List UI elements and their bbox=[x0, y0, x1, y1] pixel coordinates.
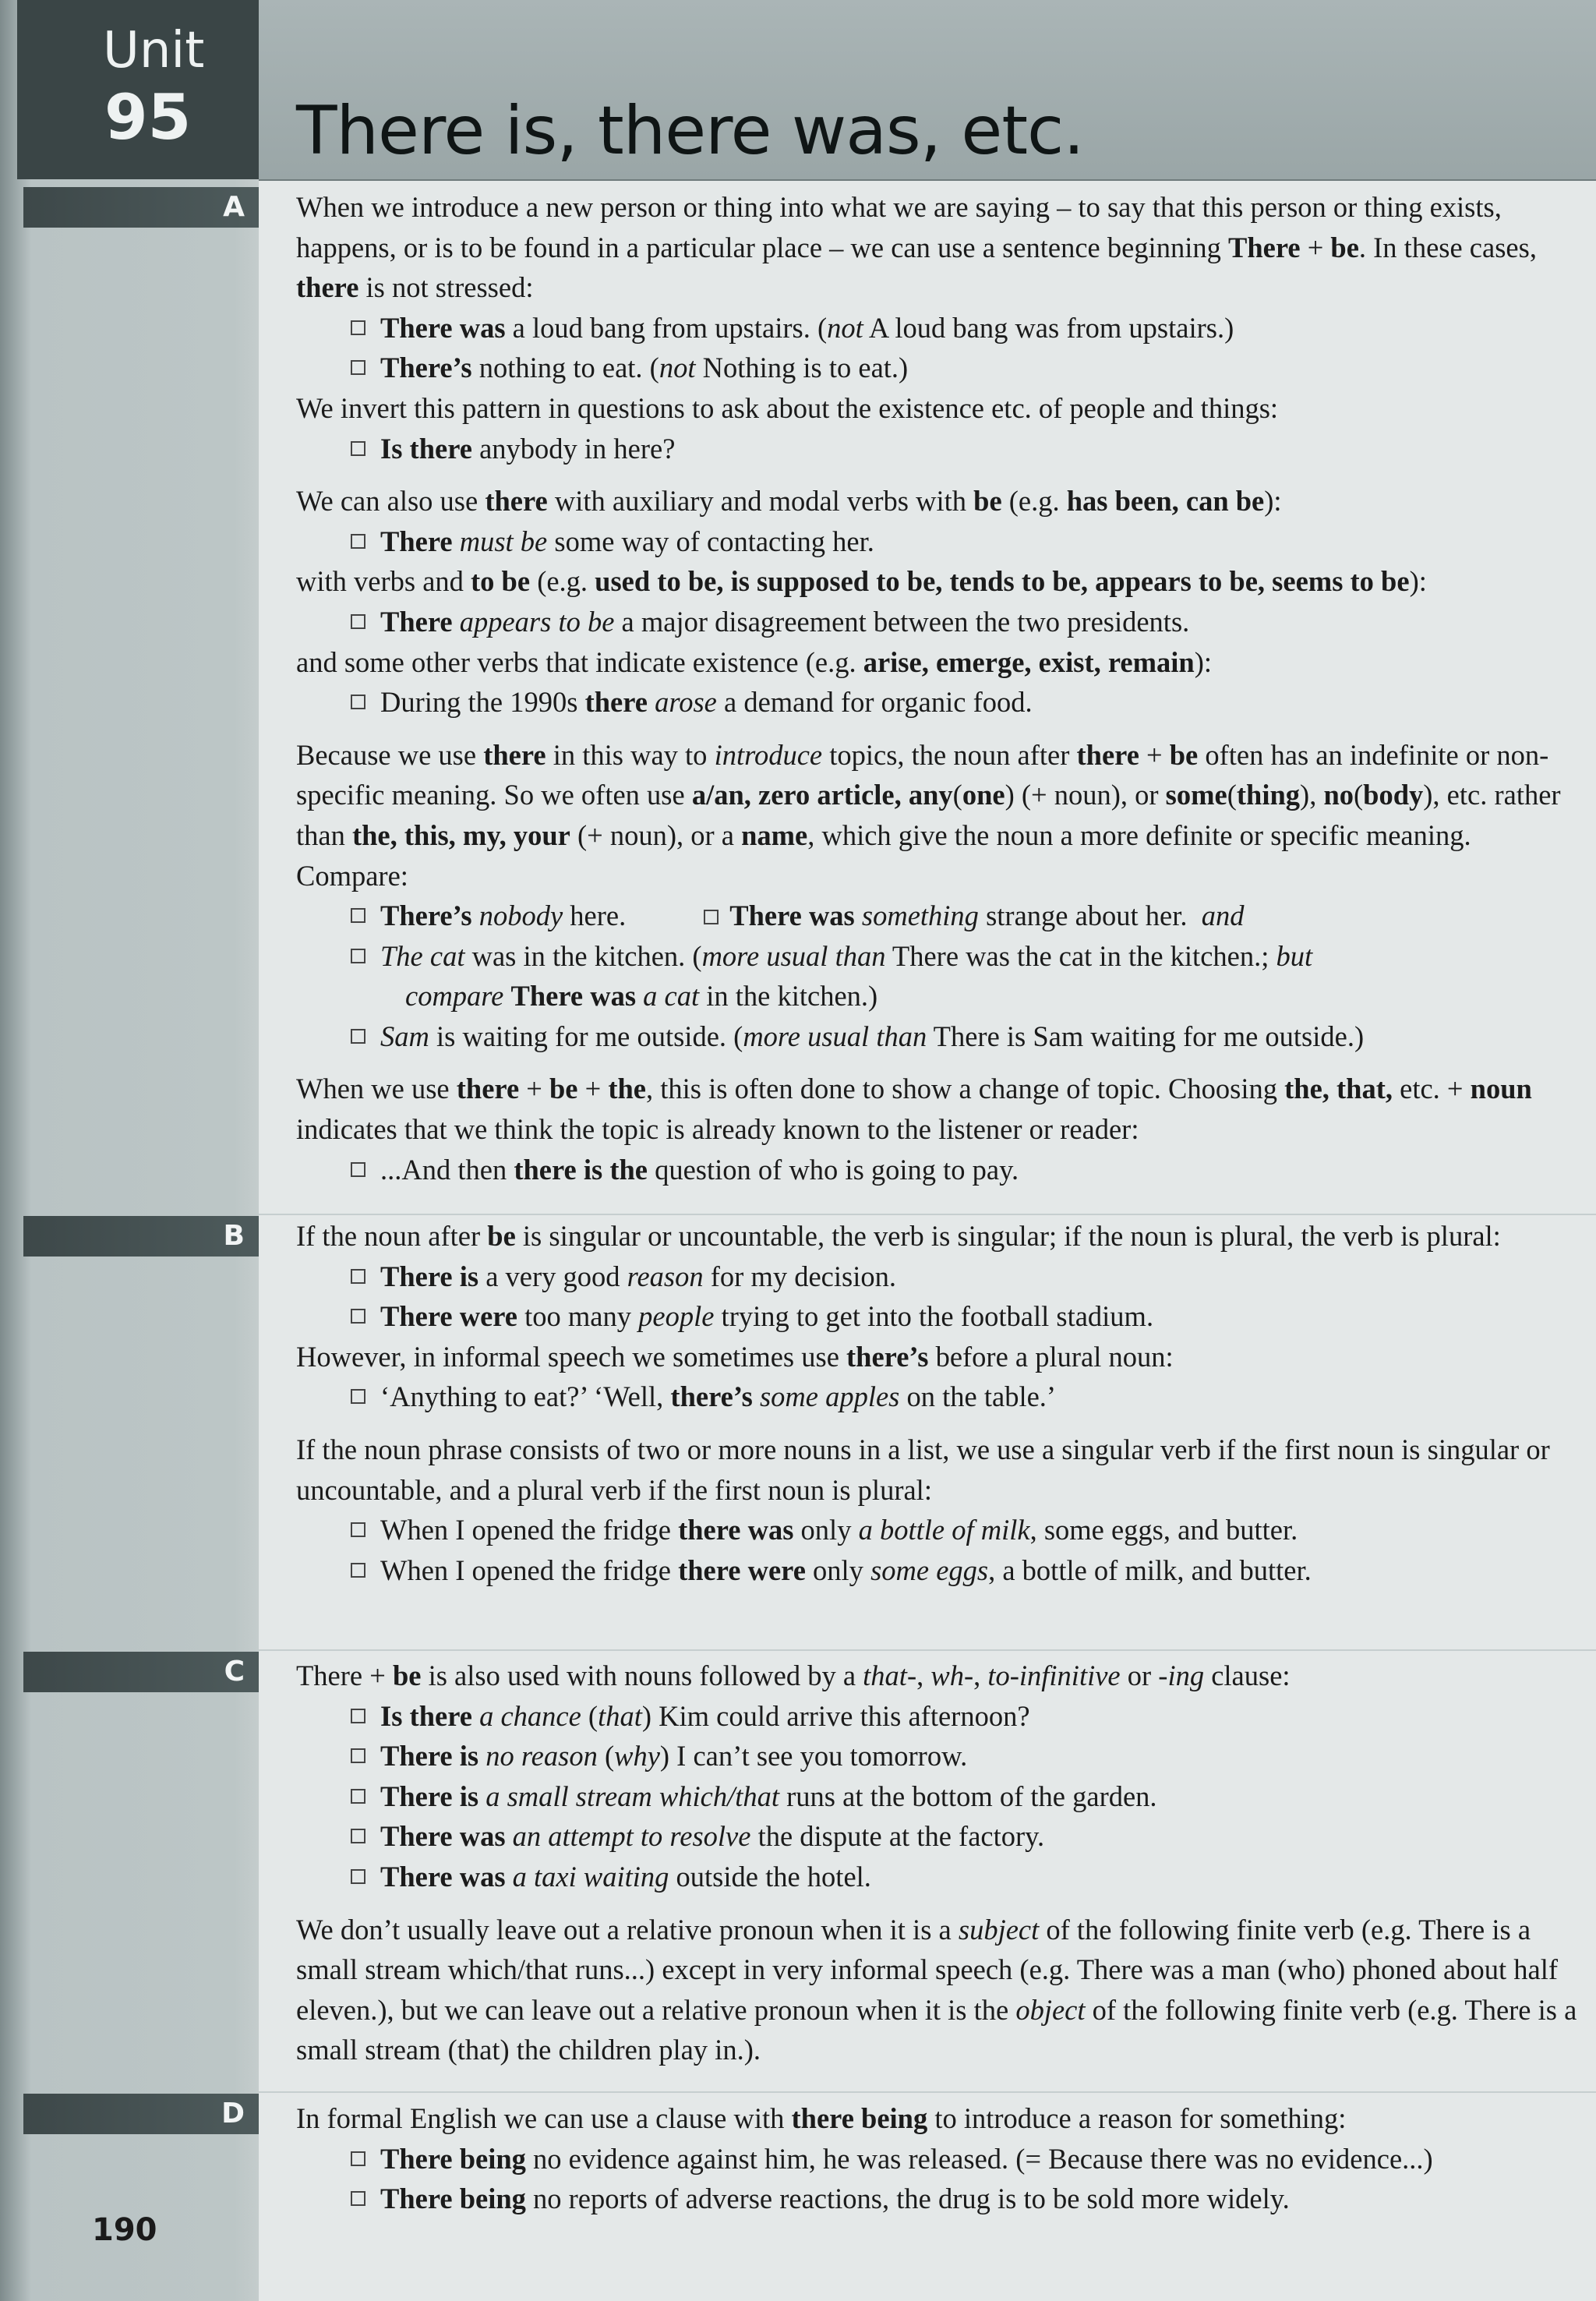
example: There is no reason (why) I can’t see you tomorrow. bbox=[296, 1736, 1578, 1776]
example: There must be some way of contacting her. bbox=[296, 521, 1578, 562]
paragraph: There + be is also used with nouns followed by a that-, wh-, to-infinitive or -ing clause: bbox=[296, 1659, 1291, 1691]
section-b-rule bbox=[259, 1214, 1596, 1215]
paragraph: with verbs and to be (e.g. used to be, is supposed to be, tends to be, appears to be, seems to be): bbox=[296, 565, 1427, 598]
page-title: There is, there was, etc. bbox=[296, 92, 1084, 170]
example: Is there anybody in here? bbox=[296, 429, 1578, 469]
example: There appears to be a major disagreement between the two presidents. bbox=[296, 602, 1578, 642]
section-c-label: C bbox=[23, 1652, 259, 1692]
example: There is a very good reason for my decision. bbox=[296, 1257, 1578, 1297]
example: Is there a chance (that) Kim could arrive this afternoon? bbox=[296, 1696, 1578, 1737]
example: The cat was in the kitchen. (more usual than There was the cat in the kitchen.; but bbox=[296, 936, 1578, 977]
example-continued: compare There was a cat in the kitchen.) bbox=[405, 980, 878, 1013]
paragraph: If the noun phrase consists of two or more nouns in a list, we use a singular verb if the first noun is singular or uncountable, and a plural verb if the first noun is plural: bbox=[296, 1433, 1550, 1506]
left-sidebar bbox=[0, 0, 259, 2301]
paragraph: In formal English we can use a clause with there being to introduce a reason for something: bbox=[296, 2102, 1347, 2134]
section-d-label: D bbox=[23, 2094, 259, 2134]
paragraph: When we use there + be + the, this is often done to show a change of topic. Choosing the, that, etc. + noun indicates that we think the topic is already known to the listener or reader: bbox=[296, 1073, 1532, 1146]
page-number: 190 bbox=[92, 2212, 157, 2248]
unit-box bbox=[17, 0, 259, 179]
example: Sam is waiting for me outside. (more usual than There is Sam waiting for me outside.) bbox=[296, 1016, 1578, 1057]
paragraph: However, in informal speech we sometimes use there’s before a plural noun: bbox=[296, 1340, 1174, 1373]
example: ...And then there is the question of who is going to pay. bbox=[296, 1150, 1578, 1190]
unit-label: Unit bbox=[103, 22, 205, 80]
paragraph: We don’t usually leave out a relative pronoun when it is a subject of the following finite verb (e.g. There is a small stream which/that runs...) except in very informal speech (e.g. There was a man (who) phoned about half eleven.), but we can leave out a relative pronoun when it is the object of the following finite verb (e.g. There is a small stream (that) the children play in.). bbox=[296, 1913, 1577, 2066]
section-a-content bbox=[296, 187, 1578, 1189]
example: There was a taxi waiting outside the hotel. bbox=[296, 1857, 1578, 1897]
paragraph: and some other verbs that indicate existence (e.g. arise, emerge, exist, remain): bbox=[296, 645, 1212, 678]
section-d-content bbox=[296, 2098, 1578, 2219]
example: There’s nothing to eat. (not Nothing is to eat.) bbox=[296, 348, 1578, 388]
paragraph: We invert this pattern in questions to ask about the existence etc. of people and things: bbox=[296, 391, 1279, 424]
example: During the 1990s there arose a demand for organic food. bbox=[296, 682, 1578, 723]
example: There was a loud bang from upstairs. (not A loud bang was from upstairs.) bbox=[296, 308, 1578, 348]
paragraph: When we introduce a new person or thing into what we are saying – to say that this person or thing exists, happens, or is to be found in a particular place – we can use a sentence beginning There + be. In these cases, there is not stressed: bbox=[296, 191, 1537, 304]
section-d-rule bbox=[259, 2091, 1596, 2093]
example: There being no evidence against him, he was released. (= Because there was no evidence...) bbox=[296, 2139, 1578, 2179]
section-b-label: B bbox=[23, 1216, 259, 1257]
section-a-label: A bbox=[23, 187, 259, 228]
paragraph: We can also use there with auxiliary and modal verbs with be (e.g. has been, can be): bbox=[296, 485, 1282, 518]
paragraph: If the noun after be is singular or uncountable, the verb is singular; if the noun is plural, the verb is plural: bbox=[296, 1220, 1501, 1252]
example: There is a small stream which/that runs at the bottom of the garden. bbox=[296, 1776, 1578, 1817]
checkbox-square-icon bbox=[704, 910, 719, 924]
example: There being no reports of adverse reactions, the drug is to be sold more widely. bbox=[296, 2179, 1578, 2219]
example: There was an attempt to resolve the dispute at the factory. bbox=[296, 1816, 1578, 1857]
section-c-content bbox=[296, 1656, 1578, 2070]
section-b-content bbox=[296, 1216, 1578, 1590]
unit-number: 95 bbox=[104, 81, 192, 154]
example: ‘Anything to eat?’ ‘Well, there’s some apples on the table.’ bbox=[296, 1377, 1578, 1417]
example: There were too many people trying to get into the football stadium. bbox=[296, 1296, 1578, 1337]
example: There’s nobody here. There was something strange about her. and bbox=[296, 896, 1578, 936]
paragraph: Because we use there in this way to introduce topics, the noun after there + be often has an indefinite or non-specific meaning. So we often use a/an, zero article, any(one) (+ noun), or some(thing), no(body), etc. rather than the, this, my, your (+ noun), or a name, which give the noun a more definite or specific meaning. Compare: bbox=[296, 738, 1561, 892]
example: When I opened the fridge there was only a bottle of milk, some eggs, and butter. bbox=[296, 1510, 1578, 1550]
section-c-rule bbox=[259, 1649, 1596, 1651]
example: When I opened the fridge there were only some eggs, a bottle of milk, and butter. bbox=[296, 1550, 1578, 1591]
